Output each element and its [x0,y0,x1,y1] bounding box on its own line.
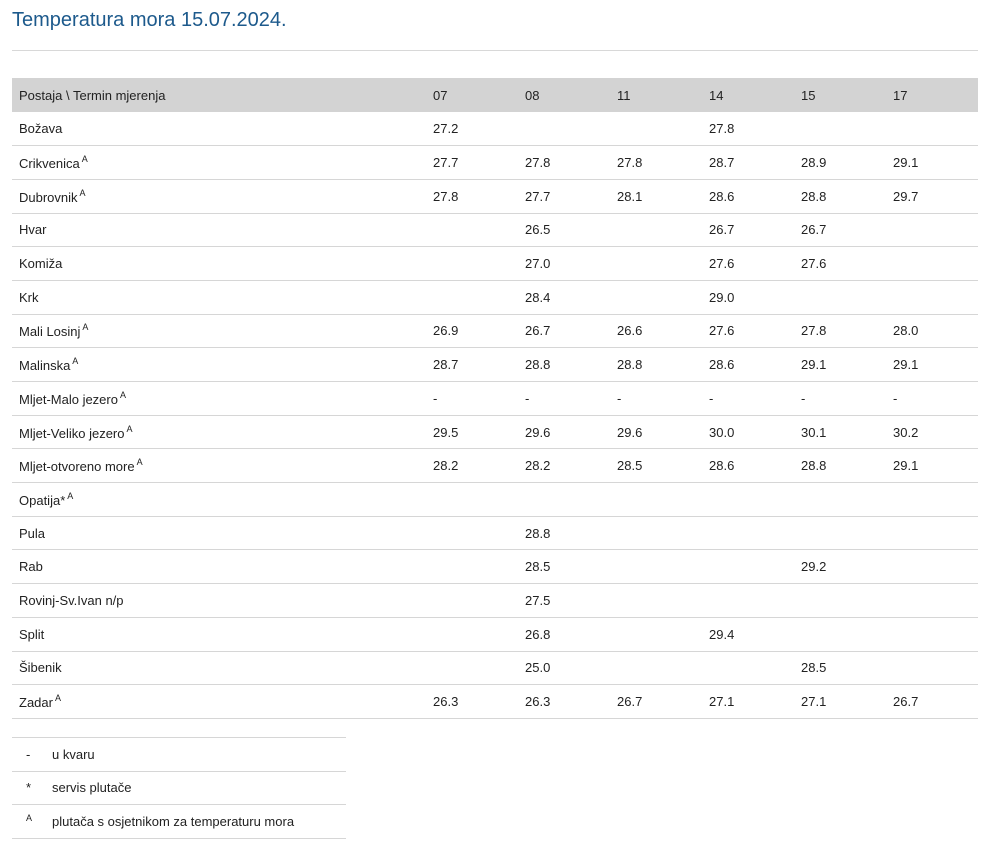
temperature-cell: 26.7 [893,694,919,710]
table-row [12,550,978,584]
table-row [12,348,978,382]
station-name: Božava [19,121,63,137]
station-name: Mali Losinj [19,324,81,340]
temperature-cell: 27.8 [709,121,735,137]
temperature-cell: 26.8 [525,626,551,642]
legend-body [12,738,346,839]
temperature-cell [426,651,518,685]
temperature-cell: 27.5 [525,592,551,608]
temperature-cell: 28.8 [801,188,827,204]
temperature-cell: 25.0 [525,660,551,676]
table-row [12,314,978,348]
temperature-cell [794,516,886,550]
temperature-cell [702,483,794,517]
station-name: Zadar [19,695,53,711]
temperature-cell: 26.7 [709,222,735,238]
temperature-cell [610,483,702,517]
temperature-cell [702,584,794,618]
temperature-cell: 26.7 [617,694,643,710]
temperature-cell: - [433,390,438,406]
temperature-cell: 26.5 [525,222,551,238]
temperature-cell: 27.6 [801,256,827,272]
title-divider [12,50,978,51]
temperature-cell: 28.8 [525,357,551,373]
station-name: Pula [19,525,46,541]
temperature-cell [518,112,610,146]
buoy-sensor-mark: A [136,457,143,468]
temperature-cell: 27.6 [709,323,735,339]
temperature-cell [426,280,518,314]
temperature-cell [886,584,978,618]
station-name: Mljet-otvoreno more [19,459,135,475]
temperature-cell: 29.0 [709,289,735,305]
table-row [12,280,978,314]
station-name: Krk [19,289,39,305]
buoy-sensor-mark: A [54,693,61,704]
legend-symbol: * [26,780,32,796]
temperature-cell: 29.4 [709,626,735,642]
station-name: Split [19,626,45,642]
temperature-cell: 28.4 [525,289,551,305]
station-cell [12,382,426,416]
header-time-14: 14 [709,87,724,103]
temperature-cell: 28.6 [709,458,735,474]
temperature-cell: 27.8 [801,323,827,339]
temperature-cell [794,617,886,651]
temperature-cell: - [893,390,898,406]
table-header-row [12,78,978,112]
legend-row [12,805,346,839]
temperature-cell: 29.7 [893,188,919,204]
temperature-cell [702,651,794,685]
temperature-cell: 28.7 [433,357,459,373]
temperature-cell [886,516,978,550]
temperature-cell [794,483,886,517]
temperature-cell: 28.1 [617,188,643,204]
temperature-cell [702,516,794,550]
temperature-cell [610,247,702,281]
station-cell [12,179,426,213]
legend-description: u kvaru [52,746,95,762]
temperature-cell: 27.0 [525,256,551,272]
temperature-cell: 28.0 [893,323,919,339]
temperature-cell: 29.6 [525,424,551,440]
temperature-cell: 27.8 [433,188,459,204]
temperature-cell [518,483,610,517]
table-row [12,516,978,550]
table-row [12,382,978,416]
temperature-cell: 26.3 [433,694,459,710]
table-row [12,617,978,651]
station-name: Rab [19,559,43,575]
temperature-cell [702,550,794,584]
table-row [12,112,978,146]
temperature-cell: 28.8 [525,525,551,541]
temperature-cell: 27.1 [801,694,827,710]
header-time-08: 08 [525,87,540,103]
temperature-cell [610,550,702,584]
header-time-11: 11 [617,87,631,103]
temperature-cell: 29.1 [801,357,827,373]
temperature-cell [610,584,702,618]
buoy-sensor-mark: A [67,490,74,501]
temperature-cell: 26.6 [617,323,643,339]
buoy-sensor-mark: A [81,154,88,165]
table-row [12,651,978,685]
temperature-cell [886,651,978,685]
table-row [12,146,978,180]
temperature-cell: 26.3 [525,694,551,710]
temperature-cell: 28.6 [709,357,735,373]
station-cell [12,146,426,180]
temperature-cell [610,112,702,146]
station-name: Rovinj-Sv.Ivan n/p [19,592,124,608]
station-cell [12,651,426,685]
temperature-cell [610,651,702,685]
table-row [12,584,978,618]
temperature-cell [426,213,518,247]
table-row [12,179,978,213]
station-cell [12,314,426,348]
temperature-cell: 30.0 [709,424,735,440]
temperature-cell [426,617,518,651]
header-time-15: 15 [801,87,816,103]
header-time-07: 07 [433,87,448,103]
station-name: Malinska [19,358,71,374]
buoy-sensor-mark: A [126,423,133,434]
temperature-cell: - [617,390,622,406]
temperature-cell: 28.8 [801,458,827,474]
table-row [12,213,978,247]
sea-temperature-table [12,78,978,719]
temperature-cell: 27.2 [433,121,459,137]
temperature-cell: 29.6 [617,424,643,440]
temperature-cell: 29.1 [893,357,919,373]
buoy-sensor-mark: A [119,389,126,400]
buoy-sensor-mark: A [79,187,86,198]
temperature-cell: 29.1 [893,458,919,474]
station-cell [12,112,426,146]
temperature-cell [886,550,978,584]
temperature-cell [886,280,978,314]
temperature-cell: 30.1 [801,424,827,440]
temperature-cell: 28.2 [433,458,459,474]
temperature-cell: 29.2 [801,559,827,575]
header-time-17: 17 [893,87,908,103]
temperature-cell [610,280,702,314]
header-station: Postaja \ Termin mjerenja [19,87,166,103]
legend-description: plutača s osjetnikom za temperaturu mora [52,813,295,829]
temperature-cell: 26.9 [433,323,459,339]
legend-row [12,738,346,772]
temperature-cell: 27.6 [709,256,735,272]
temperature-cell: 29.1 [893,155,919,171]
temperature-cell: 27.8 [617,155,643,171]
temperature-cell [886,247,978,281]
temperature-cell: 27.7 [525,188,551,204]
temperature-cell [426,483,518,517]
temperature-cell: 26.7 [801,222,827,238]
temperature-cell: - [525,390,530,406]
temperature-cell: 30.2 [893,424,919,440]
table-row [12,483,978,517]
station-cell [12,617,426,651]
table-row [12,449,978,483]
temperature-cell: 28.6 [709,188,735,204]
temperature-cell [794,280,886,314]
temperature-cell [886,213,978,247]
temperature-cell [886,483,978,517]
page-title: Temperatura mora 15.07.2024. [12,9,287,31]
legend-symbol-cell [12,805,52,839]
station-cell [12,516,426,550]
temperature-cell [794,112,886,146]
temperature-cell: 28.5 [801,660,827,676]
temperature-cell: 27.7 [433,155,459,171]
temperature-cell: 26.7 [525,323,551,339]
station-name: Opatija* [19,492,66,508]
station-name: Mljet-Malo jezero [19,391,118,407]
station-cell [12,280,426,314]
station-name: Crikvenica [19,156,80,172]
table-body [12,112,978,718]
buoy-sensor-mark: A [72,356,79,367]
legend-description: servis plutače [52,780,132,796]
legend-symbol: - [26,746,31,762]
station-cell [12,483,426,517]
temperature-cell: 29.5 [433,424,459,440]
table-row [12,415,978,449]
temperature-cell: 28.8 [617,357,643,373]
temperature-cell [610,516,702,550]
temperature-cell [426,584,518,618]
temperature-cell [610,617,702,651]
station-cell [12,449,426,483]
station-cell [12,247,426,281]
legend-row [12,771,346,805]
temperature-cell [794,584,886,618]
station-name: Hvar [19,222,47,238]
temperature-cell: 28.7 [709,155,735,171]
legend-symbol: A [26,812,33,823]
temperature-cell: 28.2 [525,458,551,474]
temperature-cell: 27.1 [709,694,735,710]
temperature-cell [426,516,518,550]
station-cell [12,348,426,382]
table-row [12,685,978,719]
station-cell [12,213,426,247]
temperature-cell: 28.5 [617,458,643,474]
station-cell [12,550,426,584]
legend-table [12,737,346,839]
station-name: Dubrovnik [19,189,78,205]
temperature-cell [886,112,978,146]
station-cell [12,415,426,449]
temperature-cell [610,213,702,247]
temperature-cell: - [709,390,714,406]
temperature-cell [426,247,518,281]
legend-symbol-cell [12,771,52,805]
station-cell [12,685,426,719]
station-name: Komiža [19,256,63,272]
station-cell [12,584,426,618]
station-name: Šibenik [19,660,62,676]
temperature-cell [886,617,978,651]
station-name: Mljet-Veliko jezero [19,425,125,441]
temperature-cell: 27.8 [525,155,551,171]
temperature-cell: 28.9 [801,155,827,171]
temperature-cell [426,550,518,584]
buoy-sensor-mark: A [82,322,89,333]
legend-symbol-cell [12,738,52,772]
temperature-cell: 28.5 [525,559,551,575]
temperature-cell: - [801,390,806,406]
table-row [12,247,978,281]
